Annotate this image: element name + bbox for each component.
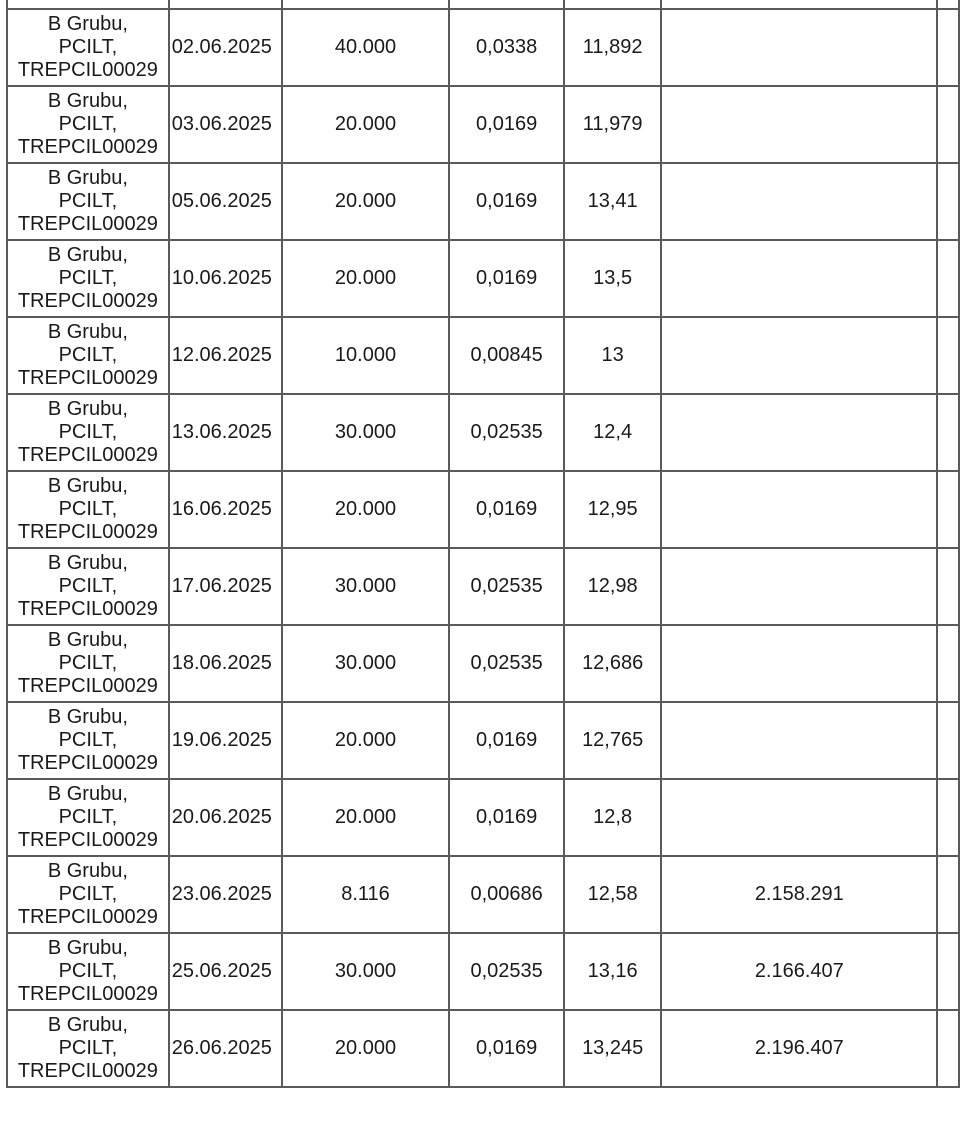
issuer-line: TREPCIL00029: [17, 59, 158, 81]
trailing-cell: [937, 1010, 959, 1087]
ratio-cell: 0,02535: [449, 625, 564, 702]
ratio-cell: 0,00845: [449, 317, 564, 394]
table-row: [7, 394, 959, 471]
issuer-cell: [7, 394, 169, 471]
quantity-cell: 20.000: [282, 1010, 450, 1087]
issuer-line: B Grubu,: [47, 629, 128, 651]
issuer-line: PCILT,: [58, 267, 118, 289]
trailing-cell: [937, 702, 959, 779]
quantity-cell: 40.000: [282, 9, 450, 86]
price-cell: 12,58: [564, 856, 662, 933]
ratio-cell: 0,0169: [449, 240, 564, 317]
ratio-cell: 0,0338: [449, 9, 564, 86]
date-cell: 26.06.2025: [169, 1010, 282, 1087]
transactions-table: [6, 0, 960, 1088]
issuer-cell: [7, 702, 169, 779]
quantity-cell: 8.116: [282, 856, 450, 933]
issuer-line: PCILT,: [58, 883, 118, 905]
price-cell: 12,686: [564, 625, 662, 702]
price-cell: 12,95: [564, 471, 662, 548]
issuer-line: PCILT,: [58, 344, 118, 366]
quantity-cell: 20.000: [282, 471, 450, 548]
issuer-line: B Grubu,: [47, 244, 128, 266]
transactions-table-wrap: [6, 0, 960, 1088]
cell-partial: [564, 0, 662, 9]
issuer-cell: [7, 933, 169, 1010]
issuer-line: PCILT,: [58, 729, 118, 751]
total-cell: [661, 394, 937, 471]
total-cell: [661, 625, 937, 702]
issuer-line: TREPCIL00029: [17, 444, 158, 466]
issuer-line: TREPCIL00029: [17, 213, 158, 235]
issuer-line: PCILT,: [58, 1037, 118, 1059]
total-cell: [661, 240, 937, 317]
trailing-cell: [937, 779, 959, 856]
issuer-cell: [7, 163, 169, 240]
issuer-line: TREPCIL00029: [17, 675, 158, 697]
issuer-cell: [7, 779, 169, 856]
issuer-line: B Grubu,: [47, 1014, 128, 1036]
total-cell: 2.166.407: [661, 933, 937, 1010]
trailing-cell: [937, 9, 959, 86]
issuer-line: PCILT,: [58, 960, 118, 982]
date-cell: 10.06.2025: [169, 240, 282, 317]
quantity-cell: 20.000: [282, 702, 450, 779]
date-cell: 02.06.2025: [169, 9, 282, 86]
table-row-partial: [7, 0, 959, 9]
issuer-line: B Grubu,: [47, 13, 128, 35]
date-cell: 23.06.2025: [169, 856, 282, 933]
issuer-line: PCILT,: [58, 421, 118, 443]
total-cell: 2.196.407: [661, 1010, 937, 1087]
cell-partial: [7, 0, 169, 9]
issuer-line: B Grubu,: [47, 90, 128, 112]
cell-partial: [169, 0, 282, 9]
cell-partial: [449, 0, 564, 9]
cell-partial: [661, 0, 937, 9]
table-row: [7, 86, 959, 163]
ratio-cell: 0,0169: [449, 1010, 564, 1087]
price-cell: 13,5: [564, 240, 662, 317]
total-cell: [661, 548, 937, 625]
price-cell: 12,4: [564, 394, 662, 471]
date-cell: 16.06.2025: [169, 471, 282, 548]
trailing-cell: [937, 163, 959, 240]
issuer-line: B Grubu,: [47, 552, 128, 574]
issuer-line: PCILT,: [58, 113, 118, 135]
quantity-cell: 30.000: [282, 933, 450, 1010]
issuer-line: PCILT,: [58, 806, 118, 828]
ratio-cell: 0,00686: [449, 856, 564, 933]
issuer-cell: [7, 317, 169, 394]
total-cell: [661, 317, 937, 394]
issuer-cell: [7, 625, 169, 702]
issuer-cell: [7, 471, 169, 548]
table-row: [7, 471, 959, 548]
issuer-line: B Grubu,: [47, 321, 128, 343]
issuer-cell: [7, 9, 169, 86]
issuer-line: TREPCIL00029: [17, 829, 158, 851]
issuer-cell: [7, 240, 169, 317]
date-cell: 12.06.2025: [169, 317, 282, 394]
ratio-cell: 0,0169: [449, 471, 564, 548]
date-cell: 05.06.2025: [169, 163, 282, 240]
quantity-cell: 20.000: [282, 779, 450, 856]
date-cell: 13.06.2025: [169, 394, 282, 471]
issuer-line: B Grubu,: [47, 706, 128, 728]
issuer-cell: [7, 856, 169, 933]
issuer-line: TREPCIL00029: [17, 136, 158, 158]
price-cell: 12,98: [564, 548, 662, 625]
issuer-line: TREPCIL00029: [17, 521, 158, 543]
price-cell: 12,765: [564, 702, 662, 779]
table-row: [7, 856, 959, 933]
issuer-line: B Grubu,: [47, 398, 128, 420]
quantity-cell: 30.000: [282, 625, 450, 702]
total-cell: [661, 9, 937, 86]
price-cell: 13,16: [564, 933, 662, 1010]
issuer-line: PCILT,: [58, 36, 118, 58]
price-cell: 13,41: [564, 163, 662, 240]
cell-partial: [937, 0, 959, 9]
table-row: [7, 317, 959, 394]
issuer-cell: [7, 1010, 169, 1087]
date-cell: 20.06.2025: [169, 779, 282, 856]
ratio-cell: 0,0169: [449, 86, 564, 163]
total-cell: [661, 86, 937, 163]
price-cell: 13,245: [564, 1010, 662, 1087]
date-cell: 25.06.2025: [169, 933, 282, 1010]
cell-partial: [282, 0, 450, 9]
table-row: [7, 933, 959, 1010]
total-cell: [661, 702, 937, 779]
table-row: [7, 548, 959, 625]
total-cell: [661, 779, 937, 856]
table-row: [7, 1010, 959, 1087]
trailing-cell: [937, 240, 959, 317]
issuer-line: B Grubu,: [47, 783, 128, 805]
issuer-line: TREPCIL00029: [17, 906, 158, 928]
table-row: [7, 163, 959, 240]
quantity-cell: 20.000: [282, 163, 450, 240]
issuer-line: TREPCIL00029: [17, 598, 158, 620]
date-cell: 18.06.2025: [169, 625, 282, 702]
ratio-cell: 0,0169: [449, 779, 564, 856]
price-cell: 13: [564, 317, 662, 394]
trailing-cell: [937, 317, 959, 394]
issuer-line: PCILT,: [58, 190, 118, 212]
price-cell: 12,8: [564, 779, 662, 856]
issuer-line: TREPCIL00029: [17, 367, 158, 389]
trailing-cell: [937, 394, 959, 471]
issuer-cell: [7, 548, 169, 625]
table-row: [7, 240, 959, 317]
ratio-cell: 0,02535: [449, 394, 564, 471]
issuer-line: PCILT,: [58, 652, 118, 674]
total-cell: [661, 471, 937, 548]
date-cell: 19.06.2025: [169, 702, 282, 779]
ratio-cell: 0,0169: [449, 702, 564, 779]
issuer-line: B Grubu,: [47, 475, 128, 497]
issuer-line: TREPCIL00029: [17, 983, 158, 1005]
trailing-cell: [937, 86, 959, 163]
trailing-cell: [937, 933, 959, 1010]
issuer-line: PCILT,: [58, 498, 118, 520]
total-cell: 2.158.291: [661, 856, 937, 933]
table-row: [7, 702, 959, 779]
total-cell: [661, 163, 937, 240]
issuer-line: B Grubu,: [47, 937, 128, 959]
issuer-line: TREPCIL00029: [17, 290, 158, 312]
issuer-cell: [7, 86, 169, 163]
quantity-cell: 20.000: [282, 86, 450, 163]
ratio-cell: 0,02535: [449, 933, 564, 1010]
quantity-cell: 30.000: [282, 548, 450, 625]
date-cell: 17.06.2025: [169, 548, 282, 625]
trailing-cell: [937, 548, 959, 625]
quantity-cell: 20.000: [282, 240, 450, 317]
quantity-cell: 10.000: [282, 317, 450, 394]
transactions-table-body: [7, 0, 959, 1087]
issuer-line: TREPCIL00029: [17, 752, 158, 774]
price-cell: 11,892: [564, 9, 662, 86]
issuer-line: PCILT,: [58, 575, 118, 597]
issuer-line: B Grubu,: [47, 167, 128, 189]
ratio-cell: 0,0169: [449, 163, 564, 240]
table-row: [7, 779, 959, 856]
table-row: [7, 9, 959, 86]
price-cell: 11,979: [564, 86, 662, 163]
trailing-cell: [937, 471, 959, 548]
quantity-cell: 30.000: [282, 394, 450, 471]
ratio-cell: 0,02535: [449, 548, 564, 625]
trailing-cell: [937, 625, 959, 702]
trailing-cell: [937, 856, 959, 933]
date-cell: 03.06.2025: [169, 86, 282, 163]
table-row: [7, 625, 959, 702]
issuer-line: B Grubu,: [47, 860, 128, 882]
issuer-line: TREPCIL00029: [17, 1060, 158, 1082]
